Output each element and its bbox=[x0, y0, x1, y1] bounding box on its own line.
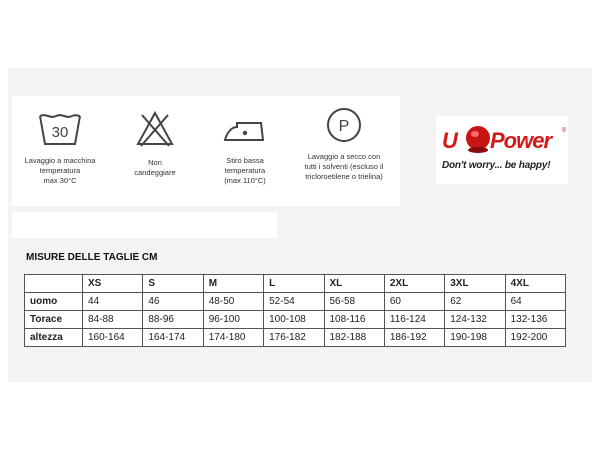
size-header-row bbox=[25, 275, 566, 293]
bleach-label: Non candeggiare bbox=[134, 158, 176, 177]
logo-brand-u: U bbox=[442, 128, 457, 153]
iron-label: Stiro bassa temperatura (max 110°C) bbox=[224, 156, 266, 185]
table-cell: 108-116 bbox=[324, 311, 384, 329]
row-label: Torace bbox=[25, 311, 83, 329]
table-cell: 100-108 bbox=[264, 311, 324, 329]
blank-strip bbox=[12, 212, 277, 238]
row-label: altezza bbox=[25, 329, 83, 347]
care-bleach bbox=[108, 96, 202, 206]
table-cell: 88-96 bbox=[143, 311, 203, 329]
logo-registered-mark: ® bbox=[561, 128, 566, 134]
table-cell: 192-200 bbox=[505, 329, 565, 347]
table-row bbox=[25, 329, 566, 347]
table-cell: 164-174 bbox=[143, 329, 203, 347]
wash-temperature-symbol: 30 bbox=[51, 124, 69, 141]
no-bleach-icon bbox=[135, 110, 175, 148]
logo-brand-power: Power bbox=[490, 128, 552, 153]
care-wash bbox=[12, 96, 108, 206]
table-row bbox=[25, 311, 566, 329]
care-dryclean bbox=[288, 96, 400, 206]
mascot-icon bbox=[464, 124, 492, 154]
table-cell: 174-180 bbox=[203, 329, 263, 347]
table-row bbox=[25, 293, 566, 311]
table-cell: 182-188 bbox=[324, 329, 384, 347]
table-cell: 124-132 bbox=[445, 311, 505, 329]
size-chart-title: MISURE DELLE TAGLIE CM bbox=[26, 252, 158, 263]
table-cell: 46 bbox=[143, 293, 203, 311]
table-cell: 48-50 bbox=[203, 293, 263, 311]
iron-low-temp-icon bbox=[223, 118, 267, 142]
logo-slogan: Don't worry... be happy! bbox=[442, 160, 551, 171]
dryclean-label: Lavaggio a secco con tutti i solventi (escluso il tricloroetilene o trielina) bbox=[304, 152, 384, 181]
header-cell: 2XL bbox=[384, 275, 444, 293]
table-cell: 56-58 bbox=[324, 293, 384, 311]
care-instructions-panel bbox=[12, 96, 400, 206]
care-iron bbox=[202, 96, 288, 206]
table-cell: 96-100 bbox=[203, 311, 263, 329]
row-label: uomo bbox=[25, 293, 83, 311]
upower-logo bbox=[436, 116, 568, 184]
dry-clean-p-icon bbox=[325, 106, 363, 144]
table-cell: 160-164 bbox=[83, 329, 143, 347]
header-cell: 3XL bbox=[445, 275, 505, 293]
header-corner-cell bbox=[25, 275, 83, 293]
table-cell: 64 bbox=[505, 293, 565, 311]
header-cell: XS bbox=[83, 275, 143, 293]
header-cell: 4XL bbox=[505, 275, 565, 293]
table-cell: 186-192 bbox=[384, 329, 444, 347]
table-cell: 176-182 bbox=[264, 329, 324, 347]
table-cell: 132-136 bbox=[505, 311, 565, 329]
wash-label: Lavaggio a macchina temperatura max 30°C bbox=[24, 156, 96, 185]
header-cell: L bbox=[264, 275, 324, 293]
table-cell: 52-54 bbox=[264, 293, 324, 311]
table-cell: 60 bbox=[384, 293, 444, 311]
table-cell: 116-124 bbox=[384, 311, 444, 329]
table-cell: 84-88 bbox=[83, 311, 143, 329]
header-cell: M bbox=[203, 275, 263, 293]
table-cell: 190-198 bbox=[445, 329, 505, 347]
size-chart-table bbox=[24, 274, 566, 347]
table-cell: 62 bbox=[445, 293, 505, 311]
table-cell: 44 bbox=[83, 293, 143, 311]
header-cell: S bbox=[143, 275, 203, 293]
wash-tub-icon bbox=[38, 112, 82, 146]
header-cell: XL bbox=[324, 275, 384, 293]
dryclean-symbol: P bbox=[338, 118, 350, 135]
